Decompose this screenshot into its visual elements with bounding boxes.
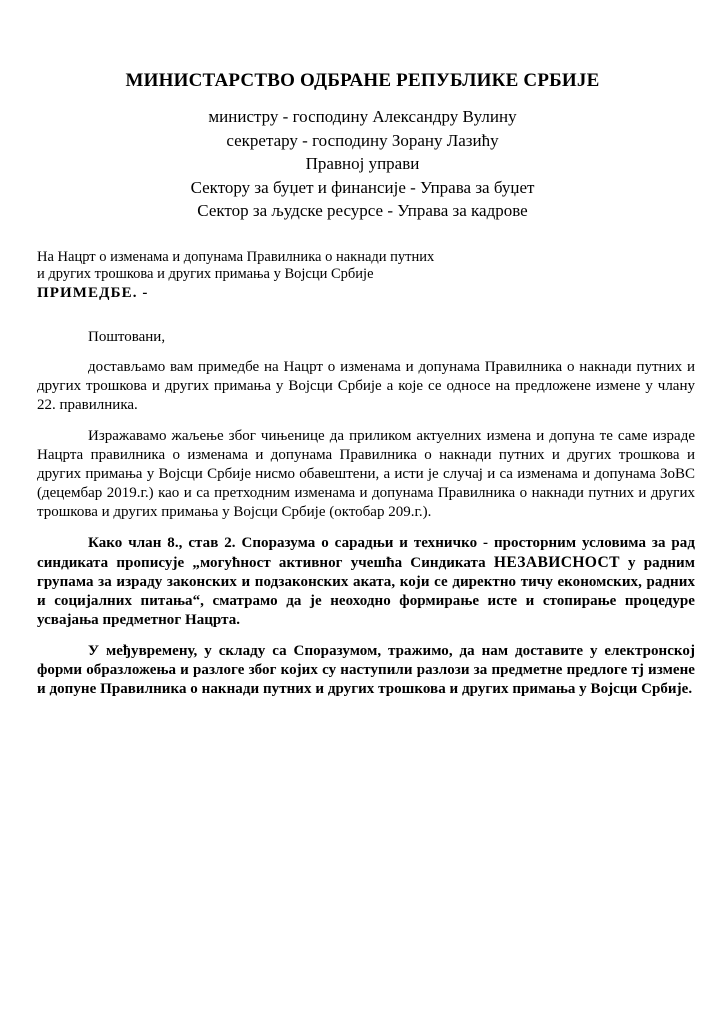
document-title: МИНИСТАРСТВО ОДБРАНЕ РЕПУБЛИКЕ СРБИЈЕ	[125, 70, 600, 91]
union-name-emphasis: НЕЗАВИСНОСТ	[493, 553, 620, 571]
subject-line-2: и других трошкова и других примања у Војсци Србије	[37, 266, 374, 282]
paragraph-3-text-before: Како члан 8., став 2. Споразума о сарадњи и техничко - просторним условима за рад синдиката прописује „могућност активног учешћа Синдиката	[37, 534, 695, 571]
salutation: Поштовани,	[88, 329, 166, 345]
paragraph-2: Изражавамо жаљење због чињенице да приликом актуелних измена и допуна те саме израде Нацрта правилника о изменама и допунама Правилника о накнади путних и других трошкова и других примања у Војсци Србије нисмо обавештени, а исти је случај и са изменама и допунама ЗоВС (децембар 2019.г.) као и са претходним изменама и допунама Правилника о накнади путних и других трошкова и других примања у Војсци Србије (октобар 209.г.).	[37, 427, 695, 521]
addressee-line-1: министру - господину Александру Вулину	[208, 107, 517, 126]
addressee-block	[0, 105, 725, 223]
paragraph-4: У међувремену, у складу са Споразумом, тражимо, да нам доставите у електронској форми образложења и разлоге због којих су наступили разлози за предметне предлоге тј измене и допуне Правилника о накнади путних и других трошкова и других примања у Војсци Србије.	[37, 642, 695, 698]
paragraph-3-text-after: у радним групама за израду законских и подзаконских аката, који се директно тичу економских, радних и социјалних питања“, сматрамо да је неоходно формирање исте и стопирање процедуре усвајања предметног Нацрта.	[37, 554, 695, 629]
addressee-line-2: секретару - господину Зорану Лазићу	[226, 130, 499, 150]
addressee-line-3: Правној управи	[305, 154, 420, 173]
addressee-line-5: Сектор за људске ресурсе - Управа за кадрове	[197, 201, 528, 220]
subject-block	[37, 249, 697, 303]
subject-line-1: На Нацрт о изменама и допунама Правилника о накнади путних	[37, 249, 435, 265]
paragraph-1: достављамо вам примедбе на Нацрт о изменама и допунама Правилника о накнади путних и других трошкова и других примања у Војсци Србије а које се односе на предложене измене у члану 22. правилника.	[37, 359, 695, 414]
document-body	[37, 328, 695, 699]
subject-emphasis: ПРИМЕДБЕ. -	[37, 285, 149, 301]
addressee-line-4: Сектору за буџет и финансије - Управа за буџет	[190, 177, 535, 197]
paragraph-3	[37, 534, 695, 631]
